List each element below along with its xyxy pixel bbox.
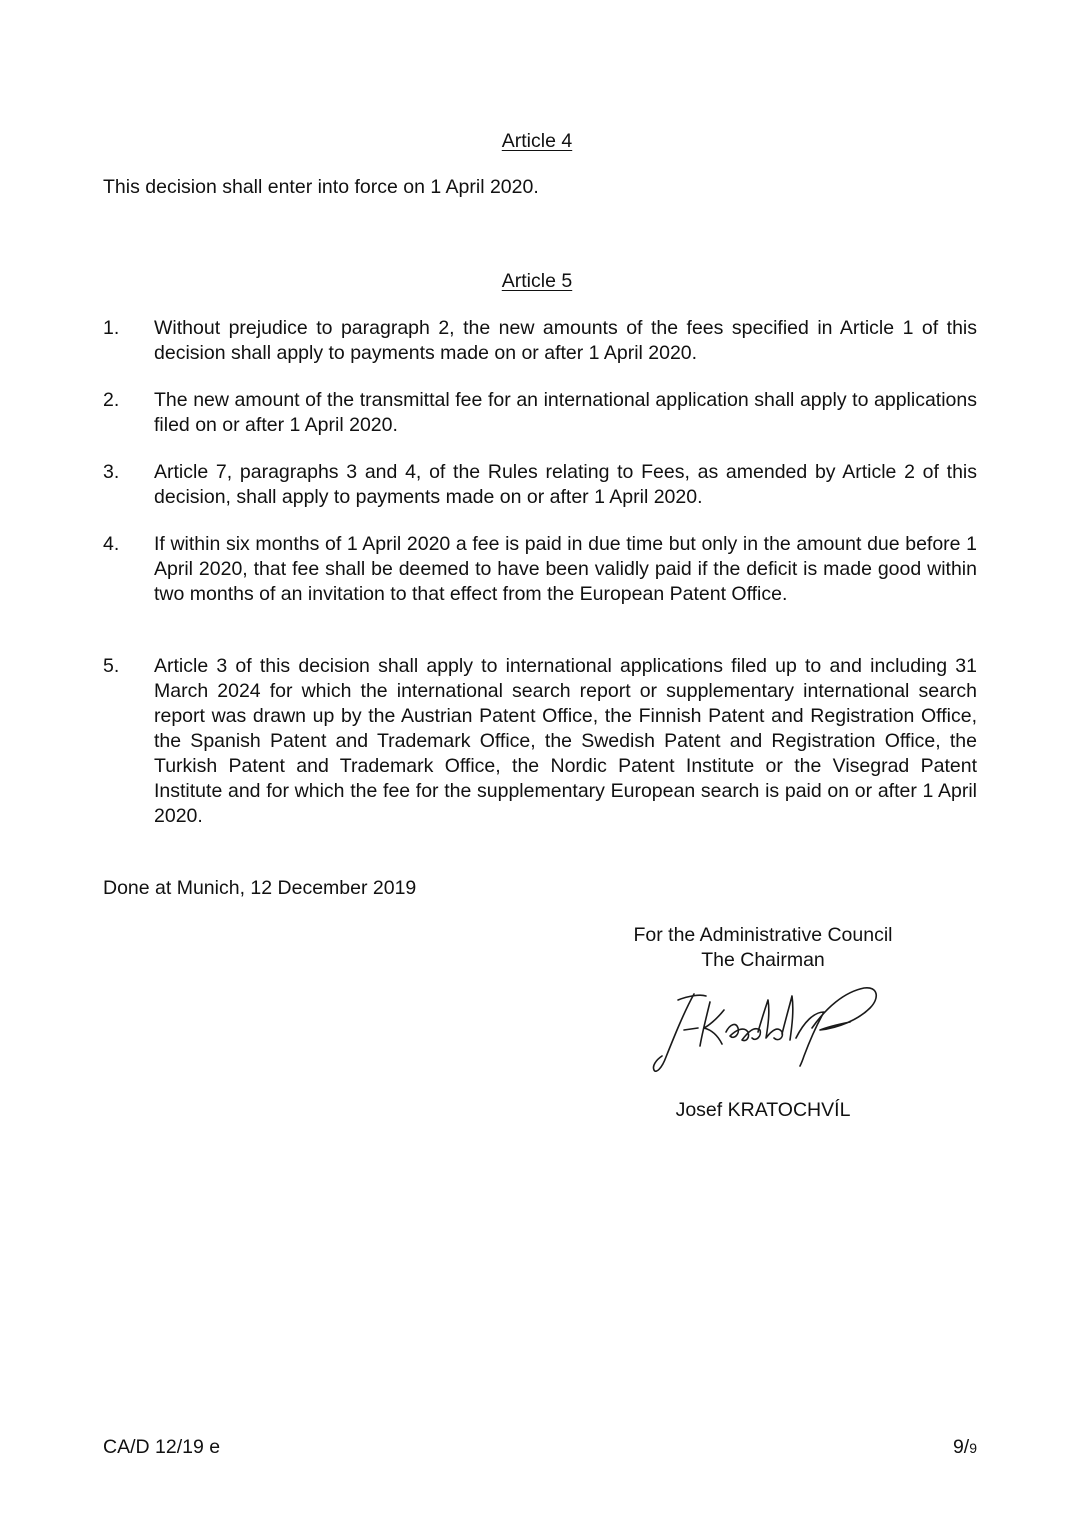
item-text: If within six months of 1 April 2020 a fee is paid in due time but only in the amount due before 1 April 2020, that fee shall be deemed to have been validly paid if the deficit is made good within two months of an invitation to that effect from the European Patent Office. <box>154 533 977 605</box>
item-text: Article 7, paragraphs 3 and 4, of the Rules relating to Fees, as amended by Article 2 of this decision, shall apply to payments made on or after 1 April 2020. <box>154 461 977 508</box>
page-number <box>920 1435 977 1461</box>
page-current: 9/ <box>952 1436 970 1458</box>
article-5-item-5 <box>103 654 977 829</box>
item-number: 5. <box>103 655 120 677</box>
article-4-heading: Article 4 <box>501 130 573 152</box>
document-reference: CA/D 12/19 e <box>103 1436 221 1458</box>
article-5-item-4 <box>103 532 977 607</box>
item-number: 4. <box>103 533 120 555</box>
article-5-item-1 <box>103 316 977 366</box>
chairman-line: The Chairman <box>701 949 825 971</box>
signatory-name: Josef KRATOCHVÍL <box>675 1099 851 1121</box>
article-5-item-3 <box>103 460 977 510</box>
item-text: Article 3 of this decision shall apply to international applications filed up to and including 31 March 2024 for which the international search report or supplementary international search report was drawn up by the Austrian Patent Office, the Finnish Patent and Registration Office, the Spanish Patent and Trademark Office, the Swedish Patent and Registration Office, the Turkish Patent and Trademark Office, the Nordic Patent Institute or the Visegrad Patent Institute and for which the fee for the supplementary European search is paid on or after 1 April 2020. <box>154 655 977 827</box>
item-text: The new amount of the transmittal fee for an international application shall apply to applications filed on or after 1 April 2020. <box>154 389 977 436</box>
article-4-text: This decision shall enter into force on 1 April 2020. <box>103 176 539 198</box>
council-line: For the Administrative Council <box>633 924 893 946</box>
article-5-heading: Article 5 <box>501 270 573 292</box>
item-number: 1. <box>103 317 120 339</box>
page-total: 9 <box>969 1440 977 1456</box>
article-5-item-2 <box>103 388 977 438</box>
handwritten-signature <box>644 982 884 1078</box>
item-number: 3. <box>103 461 120 483</box>
done-at-line: Done at Munich, 12 December 2019 <box>103 877 417 899</box>
item-text: Without prejudice to paragraph 2, the new amounts of the fees specified in Article 1 of this decision shall apply to payments made on or after 1 April 2020. <box>154 317 977 364</box>
item-number: 2. <box>103 389 120 411</box>
